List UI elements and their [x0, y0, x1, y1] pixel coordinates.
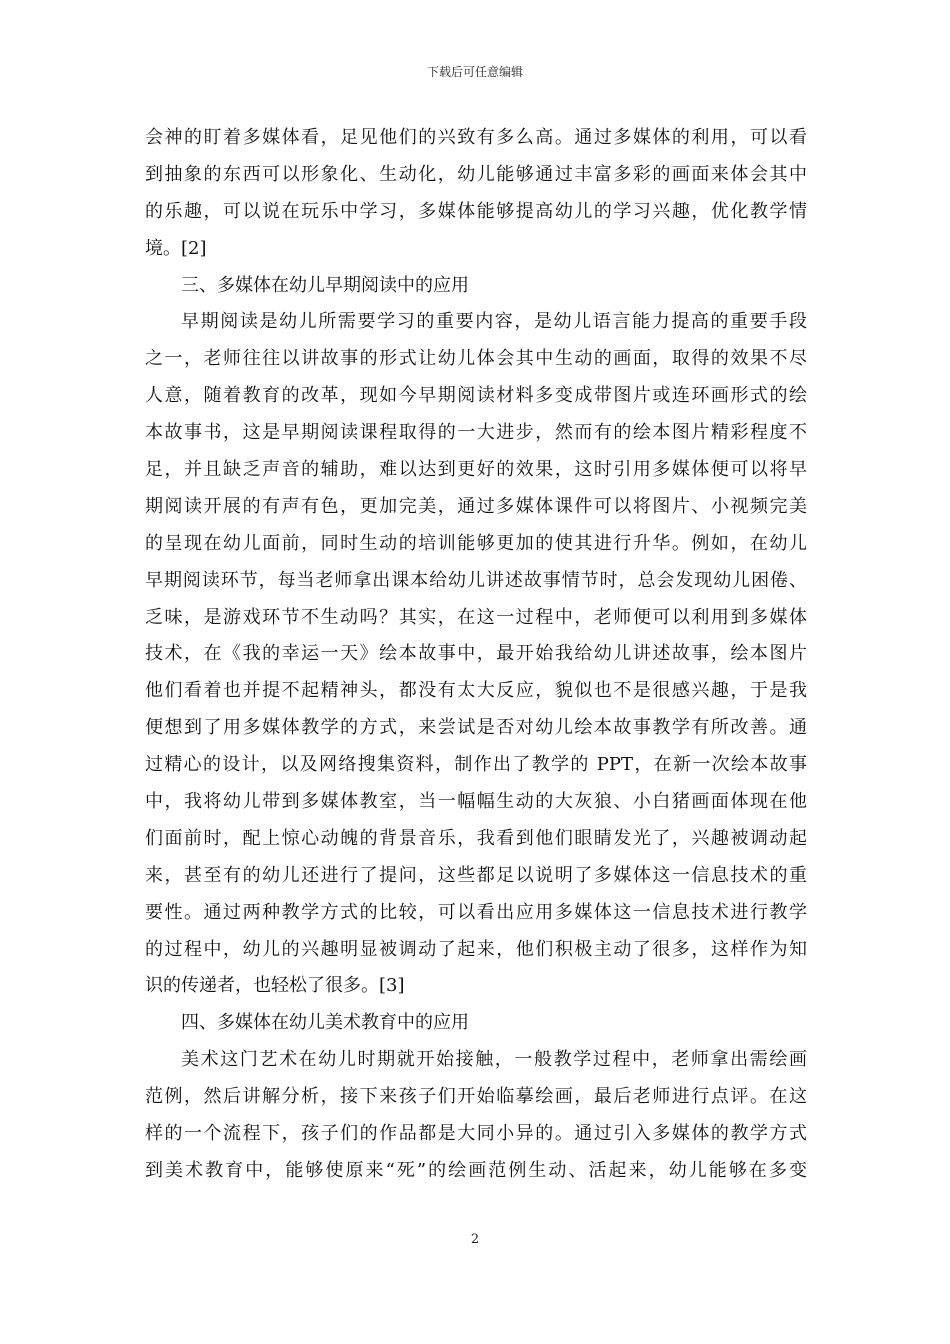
text-line: 四、多媒体在幼儿美术教育中的应用 [181, 1012, 469, 1034]
text-line: 乏味，是游戏环节不生动吗？其实，在这一过程中，老师便可以利用到多媒体 [145, 606, 807, 628]
text-line: 早期阅读环节，每当老师拿出课本给幼儿讲述故事情节时，总会发现幼儿困倦、 [145, 569, 807, 591]
text-line: 他们看着也并提不起精神头，都没有太大反应，貌似也不是很感兴趣，于是我 [145, 680, 807, 702]
text-line: 的过程中，幼儿的兴趣明显被调动了起来，他们积极主动了很多，这样作为知 [145, 938, 807, 960]
text-line: 技术，在《我的幸运一天》绘本故事中，最开始我给幼儿讲述故事，绘本图片 [145, 643, 807, 665]
text-line: 中，我将幼儿带到多媒体教室，当一幅幅生动的大灰狼、小白猪画面体现在他 [145, 791, 807, 813]
text-line: 便想到了用多媒体教学的方式，来尝试是否对幼儿绘本故事教学有所改善。通 [145, 717, 807, 739]
text-line: 早期阅读是幼儿所需要学习的重要内容，是幼儿语言能力提高的重要手段 [181, 311, 807, 333]
text-line: 本故事书，这是早期阅读课程取得的一大进步，然而有的绘本图片精彩程度不 [145, 422, 807, 444]
page-header: 下载后可任意编辑 [426, 65, 523, 79]
text-line: 的乐趣，可以说在玩乐中学习，多媒体能够提高幼儿的学习兴趣，优化教学情 [145, 200, 807, 222]
text-line: 要性。通过两种教学方式的比较，可以看出应用多媒体这一信息技术进行教学 [145, 901, 807, 923]
page-number: 2 [470, 1232, 480, 1247]
text-line: 样的一个流程下，孩子们的作品都是大同小异的。通过引入多媒体的教学方式 [145, 1123, 807, 1145]
text-line: 范例，然后讲解分析，接下来孩子们开始临摹绘画，最后老师进行点评。在这 [145, 1086, 807, 1108]
document-body [145, 120, 807, 1190]
text-line: 美术这门艺术在幼儿时期就开始接触，一般教学过程中，老师拿出需绘画 [181, 1049, 807, 1071]
text-line: 三、多媒体在幼儿早期阅读中的应用 [181, 274, 469, 296]
text-line: 人意，随着教育的改革，现如今早期阅读材料多变成带图片或连环画形式的绘 [145, 385, 807, 407]
text-line: 们面前时，配上惊心动魄的背景音乐，我看到他们眼睛发光了，兴趣被调动起 [145, 827, 807, 849]
text-line: 之一，老师往往以讲故事的形式让幼儿体会其中生动的画面，取得的效果不尽 [145, 348, 807, 370]
text-line: 来，甚至有的幼儿还进行了提问，这些都足以说明了多媒体这一信息技术的重 [145, 864, 807, 886]
text-line: 识的传递者，也轻松了很多。[3] [145, 975, 405, 997]
text-line: 到美术教育中，能够使原来“死”的绘画范例生动、活起来，幼儿能够在多变 [145, 1159, 807, 1181]
text-line: 境。[2] [145, 237, 207, 259]
text-line: 期阅读开展的有声有色，更加完美，通过多媒体课件可以将图片、小视频完美 [145, 495, 807, 517]
text-line: 的呈现在幼儿面前，同时生动的培训能够更加的使其进行升华。例如，在幼儿 [145, 532, 807, 554]
text-line: 足，并且缺乏声音的辅助，难以达到更好的效果，这时引用多媒体便可以将早 [145, 459, 807, 481]
text-line: 过精心的设计，以及网络搜集资料，制作出了教学的 PPT，在新一次绘本故事 [145, 754, 807, 776]
text-line: 到抽象的东西可以形象化、生动化，幼儿能够通过丰富多彩的画面来体会其中 [145, 163, 807, 185]
text-line: 会神的盯着多媒体看，足见他们的兴致有多么高。通过多媒体的利用，可以看 [145, 127, 807, 148]
